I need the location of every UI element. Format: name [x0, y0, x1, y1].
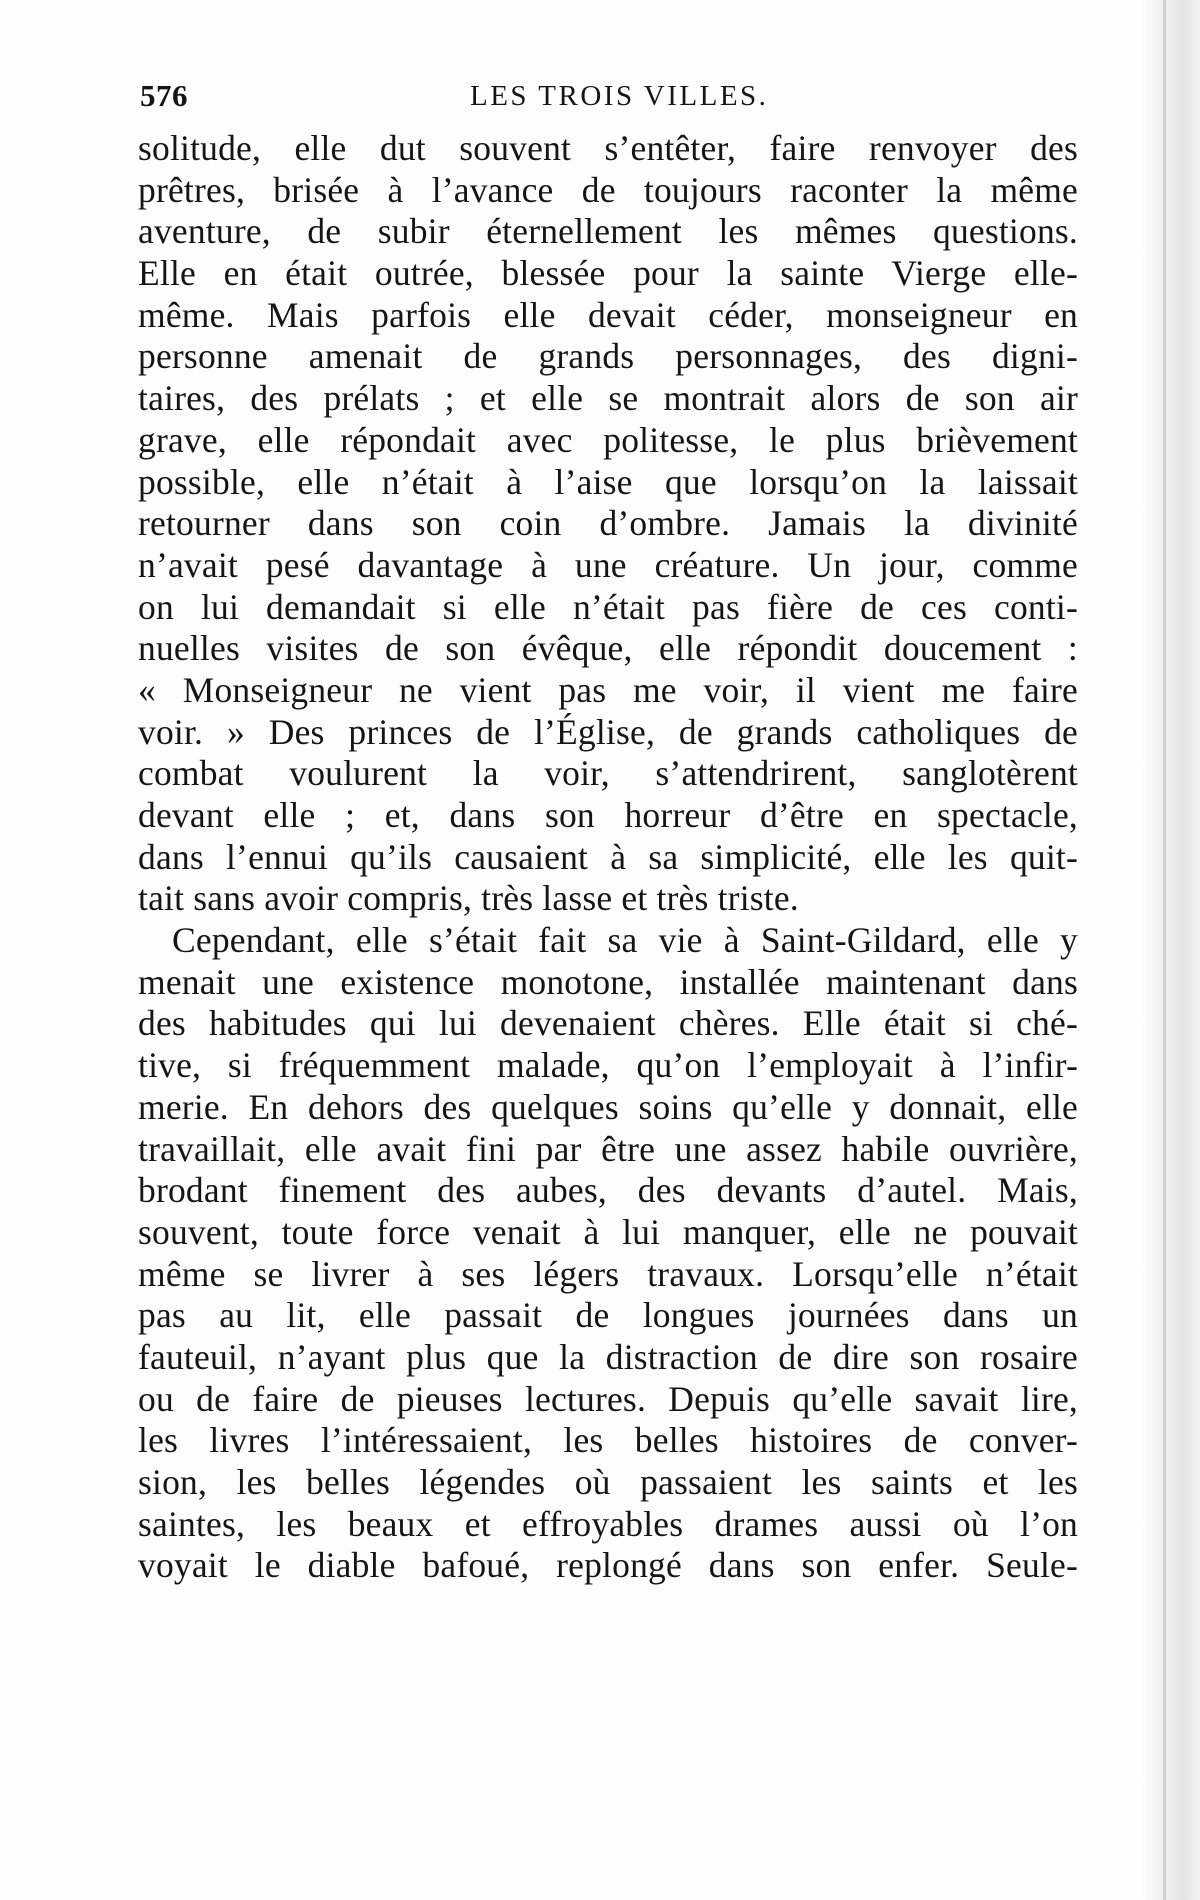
page-gutter-shadow: [1142, 0, 1200, 1900]
text-line: solitude, elle dut souvent s’entêter, faire renvoyer des: [138, 128, 1078, 168]
text-line: grave, elle répondait avec politesse, le plus brièvement: [138, 419, 1078, 460]
paragraph-2: [138, 920, 1078, 1587]
text-line: brodant finement des aubes, des devants d’autel. Mais,: [138, 1170, 1078, 1211]
text-line: menait une existence monotone, installée maintenant dans: [138, 961, 1078, 1002]
text-line: possible, elle n’était à l’aise que lorsqu’on la laissait: [138, 461, 1078, 502]
text-line: dans l’ennui qu’ils causaient à sa simplicité, elle les quit-: [138, 836, 1078, 877]
text-line: personne amenait de grands personnages, des digni-: [138, 336, 1078, 377]
text-line: travaillait, elle avait fini par être une assez habile ouvrière,: [138, 1128, 1078, 1169]
text-line: Elle en était outrée, blessée pour la sainte Vierge elle-: [138, 253, 1078, 294]
running-head: [140, 78, 1075, 120]
text-line: combat voulurent la voir, s’attendrirent, sanglotèrent: [138, 753, 1078, 794]
page-number: 576: [140, 78, 188, 113]
text-line: « Monseigneur ne vient pas me voir, il vient me faire: [138, 669, 1078, 710]
text-line: pas au lit, elle passait de longues journées dans un: [138, 1295, 1078, 1336]
paragraph-1: [138, 128, 1078, 920]
text-line: n’avait pesé davantage à une créature. Un jour, comme: [138, 544, 1078, 585]
running-title: LES TROIS VILLES.: [470, 80, 769, 112]
text-line: on lui demandait si elle n’était pas fière de ces conti-: [138, 586, 1078, 627]
text-line: tait sans avoir compris, très lasse et très triste.: [138, 878, 799, 919]
text-line: devant elle ; et, dans son horreur d’être en spectacle,: [138, 795, 1078, 835]
text-line: les livres l’intéressaient, les belles histoires de conver-: [138, 1420, 1078, 1461]
body-text: [138, 128, 1078, 1587]
text-line: taires, des prélats ; et elle se montrait alors de son air: [138, 378, 1078, 419]
text-line: Cependant, elle s’était fait sa vie à Saint-Gildard, elle y: [172, 920, 1078, 961]
binding-edge: [1163, 0, 1166, 1900]
text-line: des habitudes qui lui devenaient chères. Elle était si ché-: [138, 1003, 1078, 1044]
text-line: ou de faire de pieuses lectures. Depuis qu’elle savait lire,: [138, 1378, 1078, 1419]
text-line: voyait le diable bafoué, replongé dans son enfer. Seule-: [138, 1545, 1078, 1586]
text-line: souvent, toute force venait à lui manquer, elle ne pouvait: [138, 1211, 1078, 1252]
text-line: voir. » Des princes de l’Église, de grands catholiques de: [138, 711, 1078, 752]
text-line: tive, si fréquemment malade, qu’on l’employait à l’infir-: [138, 1045, 1078, 1086]
text-line: aventure, de subir éternellement les mêmes questions.: [138, 211, 1078, 252]
text-line: même se livrer à ses légers travaux. Lorsqu’elle n’était: [138, 1253, 1078, 1294]
text-line: fauteuil, n’ayant plus que la distraction de dire son rosaire: [138, 1336, 1078, 1377]
text-line: merie. En dehors des quelques soins qu’elle y donnait, elle: [138, 1086, 1078, 1127]
text-line: nuelles visites de son évêque, elle répondit doucement :: [138, 628, 1078, 669]
text-line: saintes, les beaux et effroyables drames aussi où l’on: [138, 1503, 1078, 1544]
text-line: prêtres, brisée à l’avance de toujours raconter la même: [138, 169, 1078, 210]
text-line: même. Mais parfois elle devait céder, monseigneur en: [138, 294, 1078, 335]
text-line: retourner dans son coin d’ombre. Jamais la divinité: [138, 503, 1078, 544]
text-line: sion, les belles légendes où passaient les saints et les: [138, 1462, 1078, 1502]
